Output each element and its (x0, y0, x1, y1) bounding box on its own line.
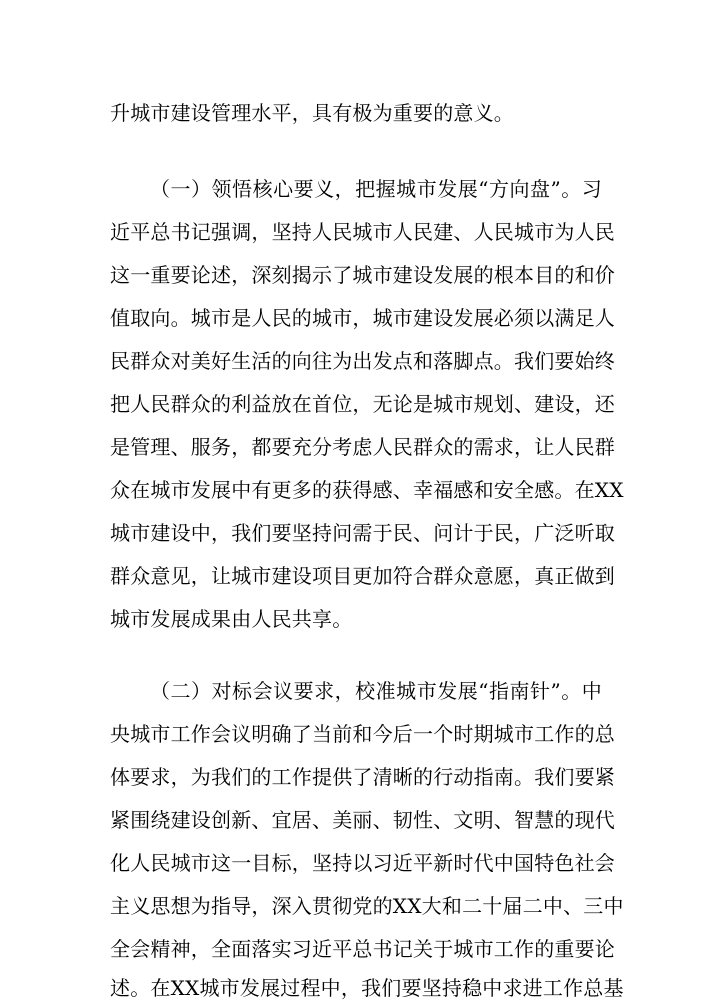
paragraph-3-line-3: 体要求，为我们的工作提供了清晰的行动指南。我们要紧 (110, 765, 615, 789)
paragraph-2-line-5: 民群众对美好生活的向往为出发点和落脚点。我们要始终 (110, 349, 615, 373)
paragraph-2-line-8: 众在城市发展中有更多的获得感、幸福感和安全感。在XX (110, 478, 624, 502)
paragraph-2-line-10: 群众意见，让城市建设项目更加符合群众意愿，真正做到 (110, 564, 615, 588)
paragraph-3-line-2: 央城市工作会议明确了当前和今后一个时期城市工作的总 (110, 722, 615, 746)
paragraph-3-line-5: 化人民城市这一目标，坚持以习近平新时代中国特色社会 (110, 851, 615, 875)
paragraph-1-line-1: 升城市建设管理水平，具有极为重要的意义。 (110, 101, 514, 125)
paragraph-2-line-9: 城市建设中，我们要坚持问需于民、问计于民，广泛听取 (110, 521, 615, 545)
paragraph-2-line-4: 值取向。城市是人民的城市，城市建设发展必须以满足人 (110, 306, 615, 330)
paragraph-2-line-2: 近平总书记强调，坚持人民城市人民建、人民城市为人民 (110, 220, 615, 244)
paragraph-3-line-7: 全会精神，全面落实习近平总书记关于城市工作的重要论 (110, 937, 615, 961)
paragraph-2-line-7: 是管理、服务，都要充分考虑人民群众的需求，让人民群 (110, 435, 615, 459)
paragraph-3-line-6: 主义思想为指导，深入贯彻党的XX大和二十届二中、三中 (110, 894, 624, 918)
paragraph-3-line-8: 述。在XX城市发展过程中，我们要坚持稳中求进工作总基 (110, 976, 624, 1000)
paragraph-3-line-4: 紧围绕建设创新、宜居、美丽、韧性、文明、智慧的现代 (110, 808, 615, 832)
paragraph-2-line-11: 城市发展成果由人民共享。 (110, 607, 353, 631)
paragraph-3-line-1: （二）对标会议要求，校准城市发展“指南针”。中 (150, 679, 602, 703)
paragraph-2-line-1: （一）领悟核心要义，把握城市发展“方向盘”。习 (150, 177, 602, 201)
paragraph-2-line-3: 这一重要论述，深刻揭示了城市建设发展的根本目的和价 (110, 263, 615, 287)
paragraph-2-line-6: 把人民群众的利益放在首位，无论是城市规划、建设，还 (110, 392, 615, 416)
